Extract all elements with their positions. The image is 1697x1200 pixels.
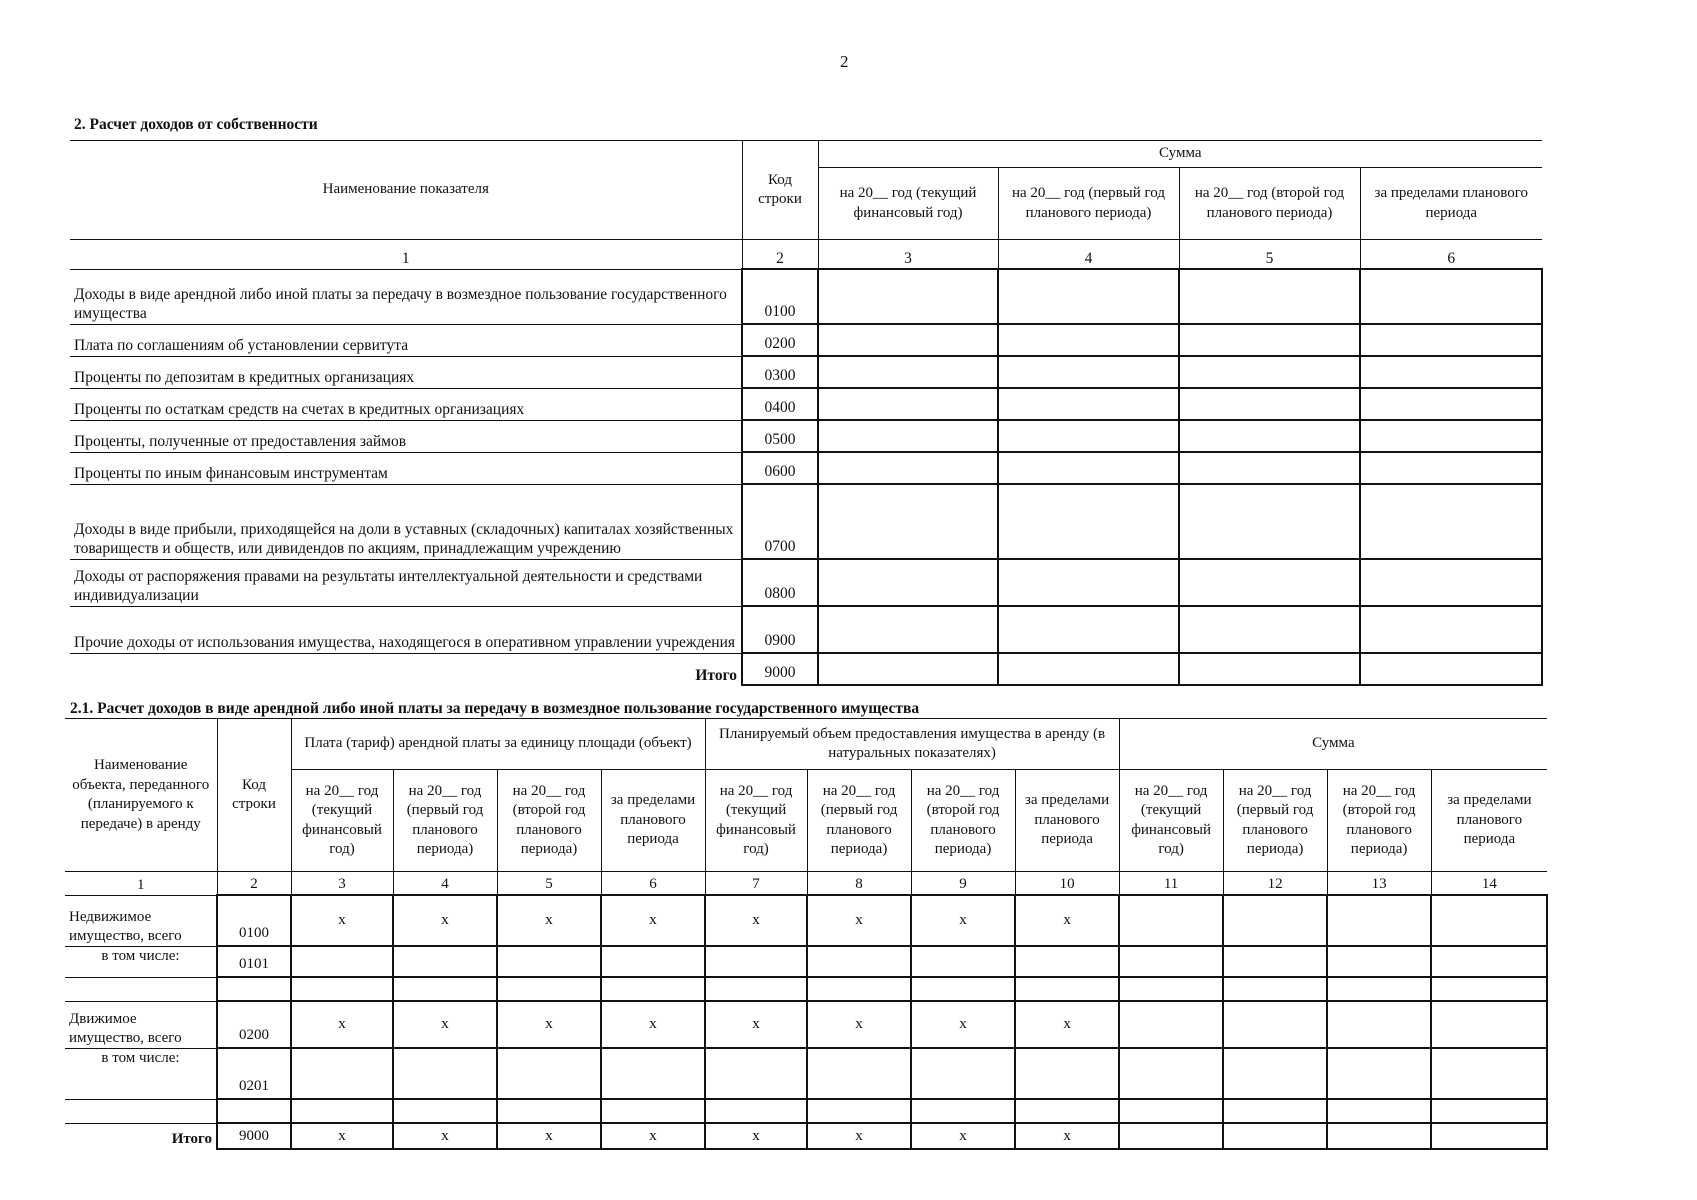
value-cell[interactable] [1179, 452, 1360, 484]
blank-cell [65, 1099, 217, 1123]
value-cell[interactable] [1223, 1048, 1327, 1099]
row-label: Доходы от распоряжения правами на результаты интеллектуальной деятельности и средствами индивидуализации [70, 559, 742, 606]
value-cell[interactable] [1179, 356, 1360, 388]
row-label: Проценты по иным финансовым инструментам [70, 452, 742, 484]
header-col3: на 20__ год (текущий финансовый год) [818, 168, 998, 240]
x-mark: x [497, 1001, 601, 1048]
header-sub: на 20__ год (текущий финансовый год) [705, 770, 807, 872]
value-cell[interactable] [497, 977, 601, 1001]
value-cell[interactable] [911, 1048, 1015, 1099]
header-sub: на 20__ год (второй год планового периода) [497, 770, 601, 872]
value-cell[interactable] [393, 1099, 497, 1123]
header-name: Наименование объекта, переданного (планируемого к передаче) в аренду [65, 719, 217, 872]
row-code: 0500 [742, 420, 818, 452]
col-number: 5 [497, 872, 601, 896]
value-cell[interactable] [393, 946, 497, 977]
header-sub: на 20__ год (первый год планового периода) [807, 770, 911, 872]
value-cell[interactable] [1223, 1123, 1327, 1149]
row-code: 0600 [742, 452, 818, 484]
property-income-table [70, 140, 1543, 686]
value-cell[interactable] [1360, 653, 1542, 685]
value-cell[interactable] [601, 946, 705, 977]
value-cell[interactable] [818, 559, 998, 606]
total-row [65, 1123, 1547, 1149]
value-cell[interactable] [1179, 269, 1360, 324]
table-row [65, 1048, 1547, 1099]
row-label: Проценты по остаткам средств на счетах в кредитных организациях [70, 388, 742, 420]
row-label: Прочие доходы от использования имущества, находящегося в оперативном управлении учреждения [70, 606, 742, 653]
value-cell[interactable] [1431, 895, 1547, 946]
total-row [70, 653, 1542, 685]
value-cell[interactable] [998, 484, 1179, 559]
x-mark: x [291, 895, 393, 946]
header-col6: за пределами планового периода [1360, 168, 1542, 240]
value-cell[interactable] [1431, 1099, 1547, 1123]
col-number: 14 [1431, 872, 1547, 896]
row-label: Недвижимое имущество, всего [65, 895, 217, 946]
x-mark: x [911, 1123, 1015, 1149]
value-cell[interactable] [1223, 1001, 1327, 1048]
header-sub: на 20__ год (текущий финансовый год) [291, 770, 393, 872]
row-label: Плата по соглашениям об установлении сервитута [70, 324, 742, 356]
x-mark: x [807, 1123, 911, 1149]
col-number: 7 [705, 872, 807, 896]
row-label: в том числе: [65, 946, 217, 977]
value-cell[interactable] [818, 269, 998, 324]
table-row [70, 559, 1542, 606]
table-row [65, 946, 1547, 977]
value-cell[interactable] [1119, 1001, 1223, 1048]
value-cell[interactable] [998, 324, 1179, 356]
column-number-row [65, 872, 1547, 896]
value-cell[interactable] [1431, 946, 1547, 977]
col-number: 4 [998, 240, 1179, 270]
value-cell[interactable] [1015, 1048, 1119, 1099]
x-mark: x [291, 1123, 393, 1149]
value-cell[interactable] [998, 356, 1179, 388]
table-row [70, 356, 1542, 388]
col-number: 13 [1327, 872, 1431, 896]
value-cell[interactable] [1179, 388, 1360, 420]
value-cell[interactable] [818, 420, 998, 452]
col-number: 4 [393, 872, 497, 896]
value-cell[interactable] [818, 356, 998, 388]
total-code: 9000 [742, 653, 818, 685]
value-cell[interactable] [1431, 977, 1547, 1001]
row-code: 0200 [217, 1001, 291, 1048]
value-cell[interactable] [705, 946, 807, 977]
header-sum: Сумма [818, 141, 1542, 168]
value-cell[interactable] [1015, 977, 1119, 1001]
value-cell[interactable] [998, 420, 1179, 452]
value-cell[interactable] [1179, 420, 1360, 452]
header-group-tariff: Плата (тариф) арендной платы за единицу площади (объект) [291, 719, 705, 770]
total-label: Итого [65, 1123, 217, 1149]
value-cell[interactable] [1327, 977, 1431, 1001]
value-cell[interactable] [807, 1099, 911, 1123]
value-cell[interactable] [911, 946, 1015, 977]
row-code: 0100 [742, 269, 818, 324]
table-row [70, 269, 1542, 324]
x-mark: x [705, 1001, 807, 1048]
value-cell[interactable] [1360, 324, 1542, 356]
value-cell[interactable] [1119, 1123, 1223, 1149]
x-mark: x [1015, 1123, 1119, 1149]
table-row [65, 895, 1547, 946]
row-code: 0800 [742, 559, 818, 606]
value-cell[interactable] [998, 269, 1179, 324]
total-label: Итого [70, 653, 742, 685]
col-number: 6 [601, 872, 705, 896]
value-cell[interactable] [1431, 1001, 1547, 1048]
value-cell[interactable] [601, 977, 705, 1001]
header-code: Код строки [217, 719, 291, 872]
value-cell[interactable] [818, 388, 998, 420]
value-cell[interactable] [1360, 269, 1542, 324]
value-cell[interactable] [998, 606, 1179, 653]
value-cell[interactable] [393, 1048, 497, 1099]
x-mark: x [705, 1123, 807, 1149]
value-cell[interactable] [807, 946, 911, 977]
value-cell[interactable] [1179, 324, 1360, 356]
value-cell[interactable] [1360, 559, 1542, 606]
table-header-row [65, 719, 1547, 770]
row-label: в том числе: [65, 1048, 217, 1099]
table-row [65, 1001, 1547, 1048]
x-mark: x [601, 1001, 705, 1048]
x-mark: x [393, 1123, 497, 1149]
value-cell[interactable] [1119, 1099, 1223, 1123]
value-cell[interactable] [1360, 388, 1542, 420]
value-cell[interactable] [1360, 606, 1542, 653]
blank-cell [65, 977, 217, 1001]
value-cell[interactable] [1223, 946, 1327, 977]
col-number: 3 [291, 872, 393, 896]
value-cell[interactable] [601, 1048, 705, 1099]
value-cell[interactable] [291, 946, 393, 977]
value-cell[interactable] [998, 559, 1179, 606]
total-code: 9000 [217, 1123, 291, 1149]
value-cell[interactable] [818, 653, 998, 685]
header-code: Код строки [742, 141, 818, 240]
value-cell[interactable] [1327, 946, 1431, 977]
value-cell[interactable] [1223, 977, 1327, 1001]
table-row [70, 388, 1542, 420]
value-cell[interactable] [818, 452, 998, 484]
row-code: 0101 [217, 946, 291, 977]
col-number: 1 [70, 240, 742, 270]
value-cell[interactable] [1327, 1001, 1431, 1048]
row-code: 0200 [742, 324, 818, 356]
value-cell[interactable] [1360, 452, 1542, 484]
section-title: 2.1. Расчет доходов в виде арендной либо иной платы за передачу в возмездное пользование государственного имущества [70, 700, 920, 717]
value-cell[interactable] [1360, 420, 1542, 452]
header-sub: на 20__ год (второй год планового периода) [911, 770, 1015, 872]
x-mark: x [1015, 1001, 1119, 1048]
col-number: 1 [65, 872, 217, 896]
value-cell[interactable] [807, 977, 911, 1001]
header-col4: на 20__ год (первый год планового периода) [998, 168, 1179, 240]
page-number: 2 [840, 52, 849, 71]
value-cell[interactable] [998, 653, 1179, 685]
value-cell[interactable] [1179, 484, 1360, 559]
value-cell[interactable] [497, 946, 601, 977]
table-row [70, 420, 1542, 452]
col-number: 2 [217, 872, 291, 896]
table-row [65, 977, 1547, 1001]
header-col5: на 20__ год (второй год планового периода) [1179, 168, 1360, 240]
x-mark: x [807, 1001, 911, 1048]
col-number: 9 [911, 872, 1015, 896]
value-cell[interactable] [1327, 1123, 1431, 1149]
header-sub: за пределами планового периода [1015, 770, 1119, 872]
table-row [70, 606, 1542, 653]
header-sub: на 20__ год (второй год планового периода) [1327, 770, 1431, 872]
value-cell[interactable] [911, 977, 1015, 1001]
col-number: 3 [818, 240, 998, 270]
value-cell[interactable] [818, 606, 998, 653]
value-cell[interactable] [1360, 356, 1542, 388]
value-cell[interactable] [291, 1048, 393, 1099]
x-mark: x [911, 895, 1015, 946]
header-sub: за пределами планового периода [1431, 770, 1547, 872]
value-cell[interactable] [807, 1048, 911, 1099]
col-number: 11 [1119, 872, 1223, 896]
value-cell[interactable] [705, 977, 807, 1001]
header-sub: за пределами планового периода [601, 770, 705, 872]
row-label: Проценты по депозитам в кредитных организациях [70, 356, 742, 388]
row-label: Доходы в виде арендной либо иной платы за передачу в возмездное пользование государственного имущества [70, 269, 742, 324]
value-cell[interactable] [1119, 1048, 1223, 1099]
value-cell[interactable] [1179, 606, 1360, 653]
row-label: Доходы в виде прибыли, приходящейся на доли в уставных (складочных) капиталах хозяйственных товариществ и обществ, или дивидендов по акциям, принадлежащим учреждению [70, 484, 742, 559]
value-cell[interactable] [291, 977, 393, 1001]
value-cell[interactable] [497, 1099, 601, 1123]
row-code: 0700 [742, 484, 818, 559]
value-cell[interactable] [1431, 1048, 1547, 1099]
x-mark: x [807, 895, 911, 946]
row-code: 0400 [742, 388, 818, 420]
x-mark: x [497, 1123, 601, 1149]
col-number: 10 [1015, 872, 1119, 896]
value-cell[interactable] [1327, 1048, 1431, 1099]
x-mark: x [497, 895, 601, 946]
value-cell[interactable] [705, 1099, 807, 1123]
header-sub: на 20__ год (первый год планового периода) [1223, 770, 1327, 872]
value-cell[interactable] [1179, 559, 1360, 606]
value-cell[interactable] [291, 1099, 393, 1123]
value-cell[interactable] [705, 1048, 807, 1099]
value-cell[interactable] [497, 1048, 601, 1099]
value-cell[interactable] [601, 1099, 705, 1123]
col-number: 2 [742, 240, 818, 270]
header-group-sum: Сумма [1119, 719, 1547, 770]
row-code: 0201 [217, 1048, 291, 1099]
blank-cell [217, 1099, 291, 1123]
value-cell[interactable] [911, 1099, 1015, 1123]
row-label: Проценты, полученные от предоставления займов [70, 420, 742, 452]
value-cell[interactable] [1015, 946, 1119, 977]
row-code: 0900 [742, 606, 818, 653]
row-code: 0100 [217, 895, 291, 946]
x-mark: x [291, 1001, 393, 1048]
col-number: 6 [1360, 240, 1542, 270]
section-title: 2. Расчет доходов от собственности [74, 116, 318, 133]
x-mark: x [601, 895, 705, 946]
table-row [65, 1099, 1547, 1123]
x-mark: x [911, 1001, 1015, 1048]
value-cell[interactable] [393, 977, 497, 1001]
table-row [70, 484, 1542, 559]
table-row [70, 324, 1542, 356]
value-cell[interactable] [818, 324, 998, 356]
value-cell[interactable] [1327, 1099, 1431, 1123]
x-mark: x [393, 895, 497, 946]
x-mark: x [1015, 895, 1119, 946]
table-header-row [70, 141, 1542, 168]
row-code: 0300 [742, 356, 818, 388]
table-row [70, 452, 1542, 484]
rent-income-table [65, 718, 1548, 1150]
value-cell[interactable] [1360, 484, 1542, 559]
row-label: Движимое имущество, всего [65, 1001, 217, 1048]
header-sub: на 20__ год (первый год планового периода) [393, 770, 497, 872]
col-number: 12 [1223, 872, 1327, 896]
value-cell[interactable] [1327, 895, 1431, 946]
value-cell[interactable] [998, 452, 1179, 484]
x-mark: x [601, 1123, 705, 1149]
blank-cell [217, 977, 291, 1001]
value-cell[interactable] [1119, 977, 1223, 1001]
header-sub: на 20__ год (текущий финансовый год) [1119, 770, 1223, 872]
value-cell[interactable] [998, 388, 1179, 420]
column-number-row [70, 240, 1542, 270]
value-cell[interactable] [1179, 653, 1360, 685]
value-cell[interactable] [1119, 895, 1223, 946]
col-number: 8 [807, 872, 911, 896]
value-cell[interactable] [1015, 1099, 1119, 1123]
x-mark: x [705, 895, 807, 946]
value-cell[interactable] [1119, 946, 1223, 977]
header-group-volume: Планируемый объем предоставления имущества в аренду (в натуральных показателях) [705, 719, 1119, 770]
header-name: Наименование показателя [70, 141, 742, 240]
value-cell[interactable] [1223, 1099, 1327, 1123]
col-number: 5 [1179, 240, 1360, 270]
value-cell[interactable] [1431, 1123, 1547, 1149]
x-mark: x [393, 1001, 497, 1048]
value-cell[interactable] [818, 484, 998, 559]
value-cell[interactable] [1223, 895, 1327, 946]
